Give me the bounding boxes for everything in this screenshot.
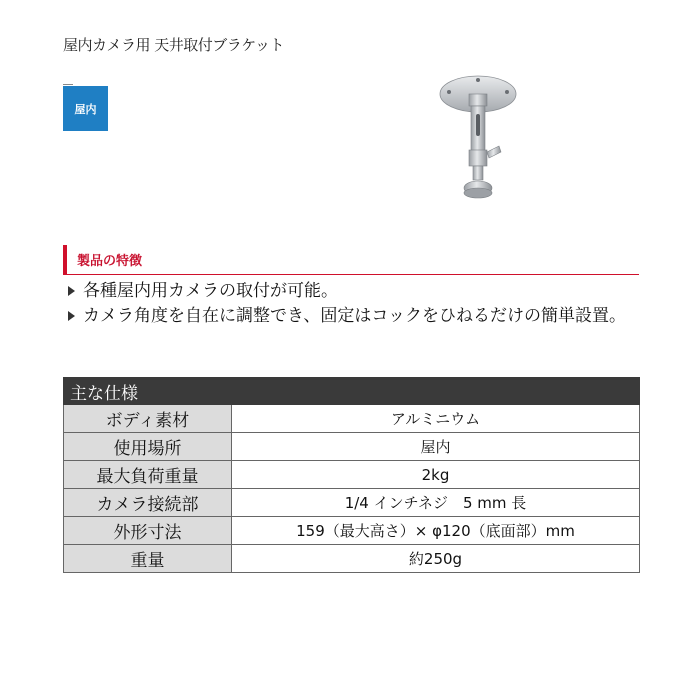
spec-value: アルミニウム bbox=[232, 405, 640, 433]
spec-table bbox=[63, 377, 640, 573]
table-row bbox=[64, 545, 640, 573]
table-row bbox=[64, 517, 640, 545]
spec-label: 使用場所 bbox=[64, 433, 232, 461]
feature-item bbox=[63, 280, 643, 303]
spec-label: 重量 bbox=[64, 545, 232, 573]
table-row bbox=[64, 461, 640, 489]
title-divider bbox=[63, 84, 73, 85]
product-image bbox=[433, 72, 523, 207]
page-title: 屋内カメラ用 天井取付ブラケット bbox=[63, 36, 285, 54]
spec-label: 最大負荷重量 bbox=[64, 461, 232, 489]
table-row bbox=[64, 489, 640, 517]
spec-value: 2kg bbox=[232, 461, 640, 489]
spec-label: 外形寸法 bbox=[64, 517, 232, 545]
triangle-bullet-icon bbox=[68, 311, 75, 321]
feature-text: 各種屋内用カメラの取付が可能。 bbox=[83, 281, 338, 301]
indoor-badge: 屋内 bbox=[63, 86, 108, 131]
spec-heading: 主な仕様 bbox=[64, 378, 640, 405]
features-heading-bar bbox=[63, 245, 639, 275]
spec-value: 1/4 インチネジ 5 mm 長 bbox=[232, 489, 640, 517]
spec-label: カメラ接続部 bbox=[64, 489, 232, 517]
feature-text: カメラ角度を自在に調整でき、固定はコックをひねるだけの簡単設置。 bbox=[83, 306, 626, 326]
table-row bbox=[64, 405, 640, 433]
feature-list bbox=[63, 280, 643, 330]
spec-value: 屋内 bbox=[232, 433, 640, 461]
spec-value: 159（最大高さ）× φ120（底面部）mm bbox=[232, 517, 640, 545]
table-row bbox=[64, 433, 640, 461]
spec-label: ボディ素材 bbox=[64, 405, 232, 433]
feature-item bbox=[63, 305, 643, 328]
features-heading: 製品の特徴 bbox=[77, 254, 143, 269]
triangle-bullet-icon bbox=[68, 286, 75, 296]
spec-value: 約250g bbox=[232, 545, 640, 573]
